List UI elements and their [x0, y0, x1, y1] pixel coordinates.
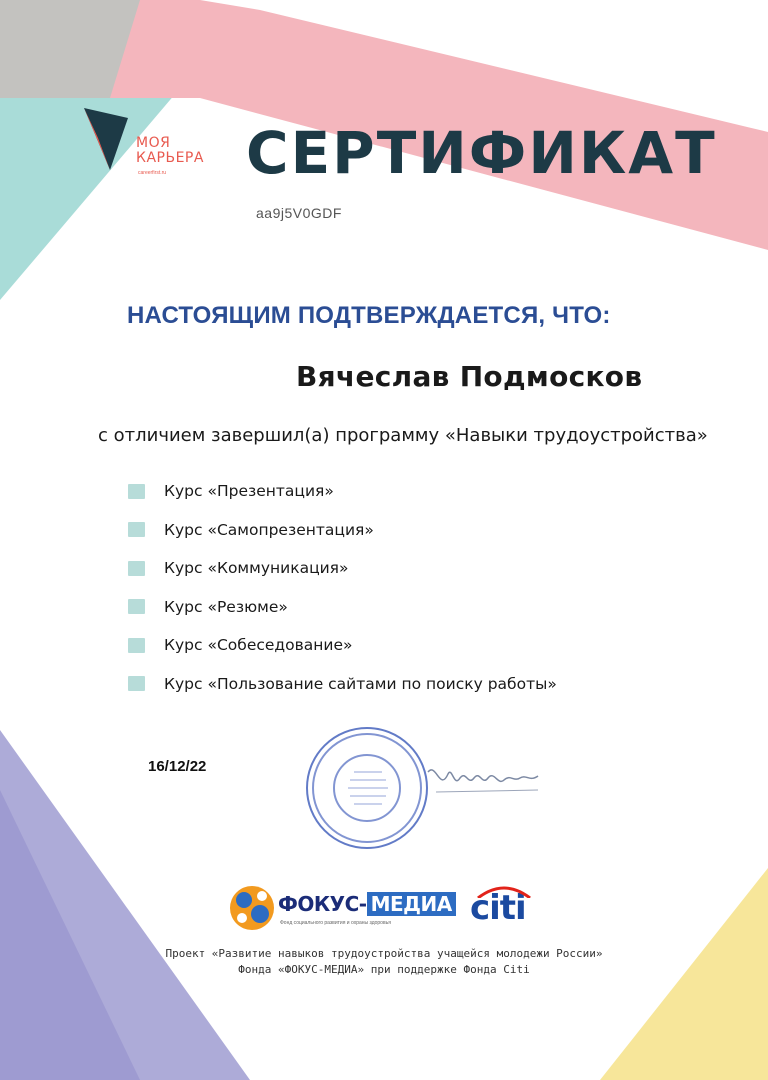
course-item	[128, 476, 557, 515]
course-item	[128, 515, 557, 554]
logo-text-line2: КАРЬЕРА	[136, 150, 204, 166]
issue-date: 16/12/22	[148, 758, 207, 775]
logo-url: careerfirst.ru	[138, 170, 167, 176]
bullet-square-icon	[128, 561, 145, 576]
confirm-heading: НАСТОЯЩИМ ПОДТВЕРЖДАЕТСЯ, ЧТО:	[127, 302, 611, 329]
logo-text-line1: МОЯ	[136, 135, 171, 151]
moya-karera-logo	[84, 98, 214, 188]
citi-word: citi	[470, 888, 526, 928]
fokus-word: ФОКУС-	[278, 892, 367, 916]
program-text: с отличием завершил(а) программу «Навыки трудоустройства»	[98, 425, 708, 446]
project-line-2: Фонда «ФОКУС-МЕДИА» при поддержке Фонда Citi	[238, 963, 530, 976]
bullet-square-icon	[128, 676, 145, 691]
project-footer	[0, 946, 768, 978]
course-item	[128, 669, 557, 708]
bullet-square-icon	[128, 638, 145, 653]
fokus-media-logo-text	[278, 890, 456, 918]
project-line-1: Проект «Развитие навыков трудоустройства учащейся молодежи России»	[165, 947, 603, 960]
bullet-square-icon	[128, 522, 145, 537]
course-label: Курс «Резюме»	[164, 597, 288, 616]
course-label: Курс «Собеседование»	[164, 636, 353, 655]
course-list	[128, 476, 557, 707]
bullet-square-icon	[128, 484, 145, 499]
recipient-name: Вячеслав Подмосков	[296, 360, 643, 393]
sponsor-logos	[226, 882, 556, 942]
course-label: Курс «Самопрезентация»	[164, 520, 374, 539]
course-label: Курс «Презентация»	[164, 482, 334, 501]
fokus-media-tagline: Фонд социального развития и охраны здоровья	[280, 920, 391, 926]
signature-icon	[418, 752, 548, 802]
media-word: МЕДИА	[367, 892, 456, 916]
citi-logo	[470, 888, 526, 928]
course-item	[128, 630, 557, 669]
certificate-code: aa9j5V0GDF	[256, 205, 342, 221]
course-item	[128, 592, 557, 631]
course-label: Курс «Пользование сайтами по поиску работы»	[164, 674, 557, 693]
course-label: Курс «Коммуникация»	[164, 559, 349, 578]
bullet-square-icon	[128, 599, 145, 614]
citi-arc-icon	[474, 884, 534, 898]
course-item	[128, 553, 557, 592]
fokus-media-globe-icon	[228, 884, 276, 932]
certificate-title: СЕРТИФИКАТ	[246, 119, 717, 187]
